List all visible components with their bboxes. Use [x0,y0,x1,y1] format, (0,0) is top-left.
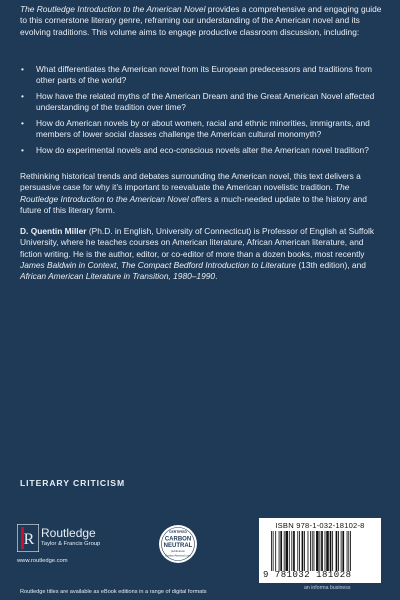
question-list [20,64,382,161]
book-title: The Compact Bedford Introduction to Literature [121,259,297,270]
closing-text: Rethinking historical trends and debates surrounding the American novel, this text delivers a persuasive case for why it’s important to reevaluate the American novelistic tradition. [20,171,361,193]
isbn-number: ISBN 978-1-032-18102-8 [275,521,365,530]
publisher-url: www.routledge.com [17,558,68,564]
book-title: African American Literature in Transition, 1980–1990 [20,271,216,282]
list-item: • How have the related myths of the American Dream and the Great American Novel affected understanding of the tradition over time? [20,91,382,114]
barcode-icon [269,531,373,571]
book-title: The Routledge Introduction to the American Novel [20,182,350,204]
badge-top-text: CERTIFIED [169,530,187,534]
publisher-logo [17,524,157,568]
carbon-neutral-badge [157,523,199,565]
book-title: The Routledge Introduction to the American Novel [20,4,206,14]
book-title: James Baldwin in Context [20,259,117,270]
bio-text: . [215,271,218,282]
publisher-group: Taylor & Francis Group [41,541,101,547]
routledge-logo-icon [17,524,39,552]
publisher-name: Routledge [41,526,96,540]
barcode-digits: 9 781032 181028 [263,570,352,580]
badge-small-text: publication [170,549,186,553]
isbn-barcode [259,518,381,583]
intro-text: provides a comprehensive and engaging guide to this cornerstone literary genre, reframing our understanding of the American novel and its evolving traditions. This volume aims to engage productive classroom discussion, including: [20,4,382,37]
author-bio [20,226,382,282]
category-label: LITERARY CRITICISM [20,478,126,488]
list-item: • What differentiates the American novel from its European predecessors and traditions from other parts of the world? [20,64,382,87]
badge-line2: NEUTRAL [163,543,193,549]
informa-tagline: an informa business [304,585,351,591]
list-item: • How do experimental novels and eco-conscious novels alter the American novel tradition? [20,145,382,156]
closing-paragraph [20,171,382,216]
list-item: • How do American novels by or about women, racial and ethnic minorities, immigrants, and members of lower social classes challenge the American cultural monomyth? [20,118,382,141]
badge-url: CarbonNeutral.com [164,553,192,558]
bio-text: (13th edition), and [296,259,366,270]
ebook-footer: Routledge titles are available as eBook editions in a range of digital formats [20,589,207,595]
closing-text-end: offers a much-needed update to the history and future of this literary form. [20,193,367,215]
bio-text: (Ph.D. in English, University of Connecticut) is Professor of English at Suffolk University, where he teaches courses on American literature, African American literature, and fiction writing. He is the author, editor, or co-editor of more than a dozen books, most recently [20,226,375,259]
author-name: D. Quentin Miller [20,226,87,236]
badge-line1: CARBON [164,536,192,543]
logo-letter: R [23,531,35,548]
separator: , [116,259,122,270]
intro-paragraph [20,4,382,38]
